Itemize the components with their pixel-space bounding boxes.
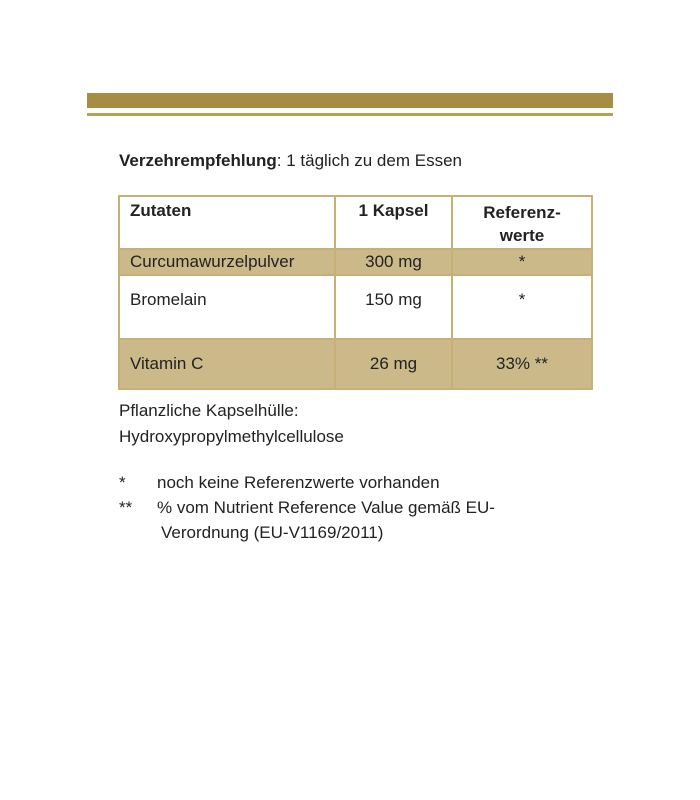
- ingredient-reference: *: [452, 275, 592, 339]
- footnotes: [119, 470, 495, 545]
- top-gold-bar: [87, 93, 613, 108]
- capsule-shell-label: Pflanzliche Kapselhülle:: [119, 401, 299, 420]
- footnote-mark: **: [119, 498, 133, 517]
- header-reference-line2: werte: [499, 226, 545, 245]
- footnote: [119, 470, 495, 495]
- ingredient-name: Bromelain: [119, 275, 335, 339]
- table-row: [119, 275, 592, 339]
- ingredient-amount: 26 mg: [335, 339, 452, 389]
- table-header-row: [119, 196, 592, 249]
- ingredient-reference: *: [452, 249, 592, 275]
- footnote-mark: *: [119, 473, 126, 492]
- table-row: [119, 339, 592, 389]
- header-ingredients: Zutaten: [119, 196, 335, 249]
- footnote: [119, 495, 495, 520]
- ingredient-amount: 300 mg: [335, 249, 452, 275]
- ingredient-amount: 150 mg: [335, 275, 452, 339]
- header-reference-values: [452, 196, 592, 249]
- footnote-text: noch keine Referenzwerte vorhanden: [157, 473, 440, 492]
- table-row: [119, 249, 592, 275]
- header-per-capsule: 1 Kapsel: [335, 196, 452, 249]
- capsule-shell-material: Hydroxypropylmethylcellulose: [119, 427, 344, 446]
- footnote-continuation: Verordnung (EU-V1169/2011): [161, 523, 384, 542]
- footnote-text: % vom Nutrient Reference Value gemäß EU-: [157, 498, 495, 517]
- dosage-recommendation: [119, 151, 462, 171]
- ingredient-reference: 33% **: [452, 339, 592, 389]
- dosage-value: : 1 täglich zu dem Essen: [276, 151, 462, 170]
- dosage-label: Verzehrempfehlung: [119, 151, 277, 170]
- ingredient-name: Curcumawurzelpulver: [119, 249, 335, 275]
- top-gold-rule: [87, 113, 613, 116]
- ingredient-name: Vitamin C: [119, 339, 335, 389]
- header-reference-line1: Referenz-: [483, 203, 561, 222]
- capsule-shell-info: [119, 398, 344, 450]
- ingredients-table: [118, 195, 593, 390]
